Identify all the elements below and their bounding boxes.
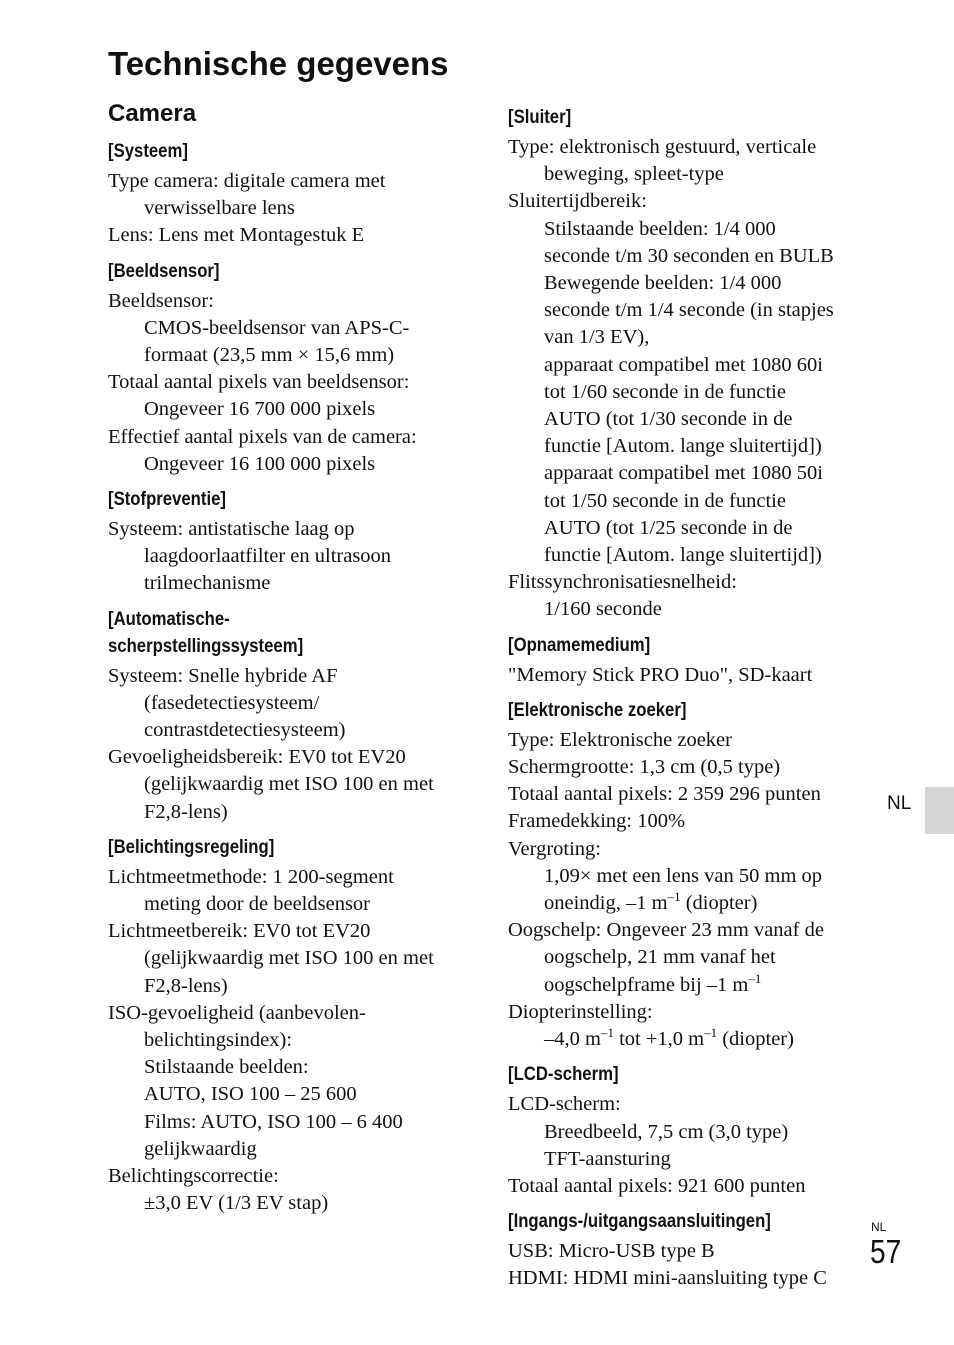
page-number: 57 xyxy=(870,1233,902,1270)
spec-section xyxy=(108,138,480,250)
spec-line: Effectief aantal pixels van de camera: xyxy=(108,425,417,448)
spec-line: (gelijkwaardig met ISO 100 en met xyxy=(144,947,434,970)
section-title-line: [Opnamemedium] xyxy=(508,634,651,656)
exponent: –1 xyxy=(667,889,681,905)
spec-line: laagdoorlaatfilter en ultrasoon xyxy=(144,545,392,568)
spec-line: Systeem: antistatische laag op xyxy=(108,518,355,541)
side-tab-marker xyxy=(925,787,954,834)
spec-line: Ongeveer 16 700 000 pixels xyxy=(144,398,376,421)
right-sections xyxy=(508,104,880,1293)
spec-line: Sluitertijdbereik: xyxy=(508,190,647,213)
spec-line: 1,09× met een lens van 50 mm op xyxy=(544,864,823,887)
section-title xyxy=(508,1208,835,1235)
spec-section xyxy=(508,104,880,624)
spec-section xyxy=(108,486,480,598)
spec-line: F2,8-lens) xyxy=(144,974,228,997)
spec-line: Type: Elektronische zoeker xyxy=(508,728,732,751)
spec-section xyxy=(108,834,480,1218)
spec-line xyxy=(508,1026,880,1053)
page-title: Technische gegevens xyxy=(108,45,449,82)
section-title-line: [Belichtingsregeling] xyxy=(108,836,275,858)
spec-line: Schermgrootte: 1,3 cm (0,5 type) xyxy=(508,756,781,779)
section-title xyxy=(108,486,435,513)
section-title-line: [Ingangs-/uitgangsaansluitingen] xyxy=(508,1211,771,1233)
spec-text: –4,0 m xyxy=(544,1028,601,1051)
spec-line: Lichtmeetmethode: 1 200-segment xyxy=(108,865,394,888)
spec-text: oneindig, –1 m xyxy=(544,892,668,915)
spec-line: TFT-aansturing xyxy=(544,1147,671,1170)
section-title-line: [Stofpreventie] xyxy=(108,489,226,511)
spec-line: apparaat compatibel met 1080 60i xyxy=(544,353,823,376)
spec-line: contrastdetectiesysteem) xyxy=(144,719,346,742)
spec-line: (gelijkwaardig met ISO 100 en met xyxy=(144,773,434,796)
spec-section xyxy=(508,1061,880,1200)
spec-line: AUTO (tot 1/30 seconde in de xyxy=(544,408,793,431)
spec-line: tot 1/60 seconde in de functie xyxy=(544,380,786,403)
spec-line: oogschelp, 21 mm vanaf het xyxy=(544,946,776,969)
left-sections xyxy=(108,138,480,1218)
spec-line: Ongeveer 16 100 000 pixels xyxy=(144,452,376,475)
spec-line: "Memory Stick PRO Duo", SD-kaart xyxy=(508,663,813,686)
exponent: –1 xyxy=(600,1025,614,1041)
section-title xyxy=(508,632,835,659)
spec-line: ±3,0 EV (1/3 EV stap) xyxy=(144,1192,329,1215)
spec-line: beweging, spleet-type xyxy=(544,163,724,186)
section-title xyxy=(108,606,435,660)
section-title-line: [Systeem] xyxy=(108,141,188,162)
spec-section xyxy=(508,1208,880,1292)
spec-section xyxy=(508,632,880,689)
spec-line: Diopterinstelling: xyxy=(508,1000,653,1023)
spec-line: apparaat compatibel met 1080 50i xyxy=(544,462,823,485)
spec-line: Type: elektronisch gestuurd, verticale xyxy=(508,136,817,158)
spec-line: CMOS-beeldsensor van APS-C- xyxy=(144,316,410,339)
spec-line: Totaal aantal pixels: 921 600 punten xyxy=(508,1174,806,1197)
spec-line: seconde t/m 30 seconden en BULB xyxy=(544,244,834,267)
spec-line: Flitssynchronisatiesnelheid: xyxy=(508,571,737,594)
camera-heading: Camera xyxy=(108,100,197,127)
spec-text: oogschelpframe bij –1 m xyxy=(544,973,749,996)
spec-line: Bewegende beelden: 1/4 000 xyxy=(544,272,782,295)
spec-line xyxy=(508,972,880,999)
spec-line: belichtingsindex): xyxy=(144,1029,293,1052)
section-title xyxy=(108,834,435,861)
spec-line: Gevoeligheidsbereik: EV0 tot EV20 xyxy=(108,746,406,769)
spec-section xyxy=(508,697,880,1053)
spec-section xyxy=(108,258,480,478)
spec-line: gelijkwaardig xyxy=(144,1137,257,1160)
section-title xyxy=(508,104,835,131)
left-column xyxy=(108,96,480,1218)
spec-line: meting door de beeldsensor xyxy=(144,893,371,916)
spec-line: Lens: Lens met Montagestuk E xyxy=(108,224,365,247)
spec-line: Stilstaande beelden: xyxy=(144,1056,309,1079)
section-title xyxy=(108,138,435,165)
spec-line: functie [Autom. lange sluitertijd]) xyxy=(544,544,822,567)
section-title xyxy=(108,258,435,285)
exponent: –1 xyxy=(748,970,762,986)
spec-line: 1/160 seconde xyxy=(544,598,662,621)
spec-line: F2,8-lens) xyxy=(144,800,228,823)
spec-line: Films: AUTO, ISO 100 – 6 400 xyxy=(144,1110,403,1133)
spec-line: ISO-gevoeligheid (aanbevolen- xyxy=(108,1001,366,1024)
spec-line: Oogschelp: Ongeveer 23 mm vanaf de xyxy=(508,919,824,942)
spec-line: verwisselbare lens xyxy=(144,197,295,220)
spec-line: Breedbeeld, 7,5 cm (3,0 type) xyxy=(544,1120,789,1143)
spec-line: AUTO (tot 1/25 seconde in de xyxy=(544,516,793,539)
spec-line: Beeldsensor: xyxy=(108,289,214,312)
spec-line: seconde t/m 1/4 seconde (in stapjes xyxy=(544,299,834,322)
spec-line: functie [Autom. lange sluitertijd]) xyxy=(544,435,822,458)
spec-line: LCD-scherm: xyxy=(508,1093,621,1116)
spec-line: tot 1/50 seconde in de functie xyxy=(544,489,786,512)
spec-line: Totaal aantal pixels: 2 359 296 punten xyxy=(508,783,821,806)
spec-line: Systeem: Snelle hybride AF xyxy=(108,664,338,687)
spec-section xyxy=(108,606,480,826)
section-title-line: scherpstellingssysteem] xyxy=(108,635,304,657)
spec-line: trilmechanisme xyxy=(144,572,271,595)
exponent: –1 xyxy=(704,1025,718,1041)
right-column xyxy=(508,96,880,1293)
side-language-label: NL xyxy=(887,793,912,814)
spec-line: USB: Micro-USB type B xyxy=(508,1240,715,1263)
section-title-line: [Automatische- xyxy=(108,608,230,630)
spec-line: Framedekking: 100% xyxy=(508,810,686,833)
spec-text: (diopter) xyxy=(680,892,758,915)
spec-line: Stilstaande beelden: 1/4 000 xyxy=(544,217,776,240)
spec-line: Vergroting: xyxy=(508,837,602,860)
spec-text: (diopter) xyxy=(717,1028,794,1051)
spec-line: Lichtmeetbereik: EV0 tot EV20 xyxy=(108,920,371,943)
spec-line xyxy=(508,890,880,917)
section-title-line: [LCD-scherm] xyxy=(508,1064,619,1086)
footer-language: NL xyxy=(871,1220,887,1234)
section-title-line: [Beeldsensor] xyxy=(108,260,220,282)
spec-line: HDMI: HDMI mini-aansluiting type C xyxy=(508,1267,827,1290)
spec-line: (fasedetectiesysteem/ xyxy=(144,691,320,714)
spec-line: AUTO, ISO 100 – 25 600 xyxy=(144,1083,357,1106)
section-title xyxy=(508,1061,835,1088)
section-title-line: [Elektronische zoeker] xyxy=(508,699,687,721)
section-title-line: [Sluiter] xyxy=(508,107,572,128)
spec-text: tot +1,0 m xyxy=(613,1028,705,1051)
spec-line: formaat (23,5 mm × 15,6 mm) xyxy=(144,344,395,367)
spec-line: Type camera: digitale camera met xyxy=(108,170,386,192)
section-title xyxy=(508,697,835,724)
spec-line: van 1/3 EV), xyxy=(544,326,650,349)
spec-line: Totaal aantal pixels van beeldsensor: xyxy=(108,371,410,394)
spec-line: Belichtingscorrectie: xyxy=(108,1165,279,1188)
